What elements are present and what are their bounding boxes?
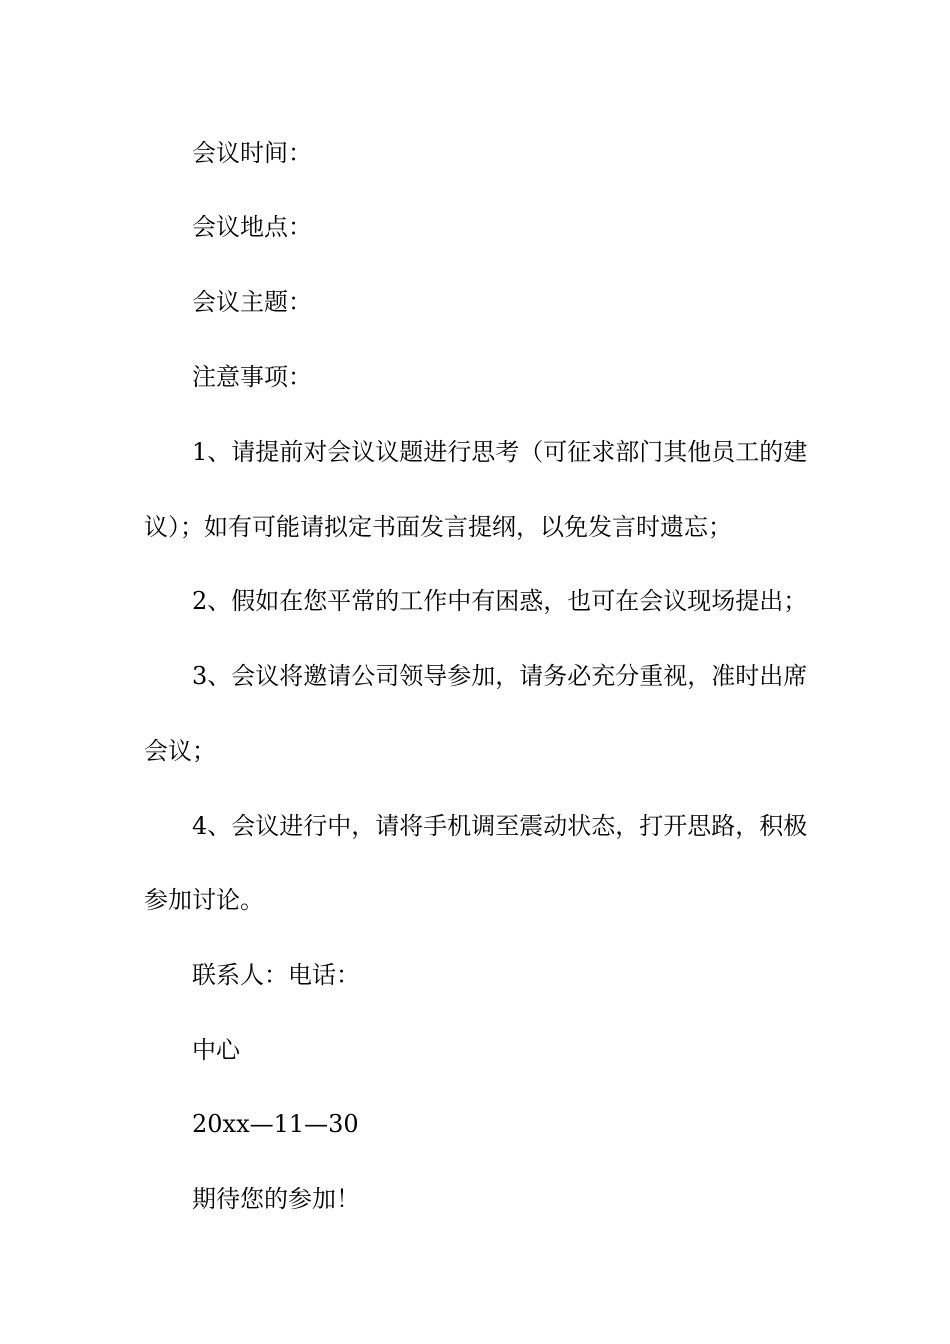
closing-line: 期待您的参加！ <box>192 1185 360 1213</box>
note-3-line-2: 会议； <box>144 737 216 765</box>
note-1-line-1: 1、请提前对会议议题进行思考（可征求部门其他员工的建 <box>192 438 808 466</box>
note-4-line-1: 4、会议进行中，请将手机调至震动状态，打开思路，积极 <box>192 812 808 840</box>
note-2: 2、假如在您平常的工作中有困惑，也可在会议现场提出； <box>192 587 808 615</box>
document-date: 20xx—11—30 <box>192 1110 359 1138</box>
organizer-name: 中心 <box>192 1036 240 1064</box>
meeting-topic-label: 会议主题： <box>192 288 312 316</box>
notes-heading: 注意事项： <box>192 363 312 391</box>
meeting-place-label: 会议地点： <box>192 213 312 241</box>
note-3-line-1: 3、会议将邀请公司领导参加，请务必充分重视，准时出席 <box>192 662 808 690</box>
contact-line: 联系人：电话： <box>192 961 360 989</box>
note-1-line-2: 议）；如有可能请拟定书面发言提纲，以免发言时遗忘； <box>144 513 732 541</box>
meeting-time-label: 会议时间： <box>192 139 312 167</box>
note-4-line-2: 参加讨论。 <box>144 886 264 914</box>
